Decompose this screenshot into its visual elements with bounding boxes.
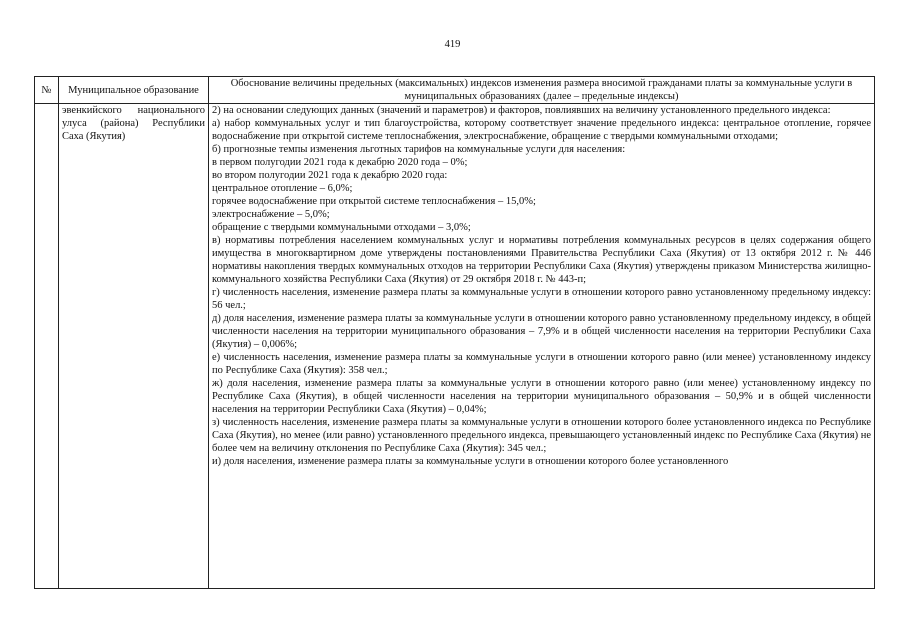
cell-justification [209,104,875,589]
justification-text [212,104,871,588]
cell-municipality: эвенкийского национального улуса (района) Республики Саха (Якутия) [59,104,209,589]
justification-table [34,76,875,589]
justification-paragraph: ж) доля населения, изменение размера платы за коммунальные услуги в отношении которого равно (или менее) установленному индексу по Республике Саха (Якутия), в общей численности населения на территории муниципального образования – 50,9% и в общей численности населения на территории Республики Саха (Якутия) – 0,04%; [212,378,871,415]
justification-paragraph: в) нормативы потребления населением коммунальных услуг и нормативы потребления коммунальных ресурсов в целях содержания общего имущества в многоквартирном доме утверждены постановлениями Правительства Республики Саха (Якутия) от 13 октября 2012 г. № 446 нормативы накопления твердых коммунальных отходов на территории Республики Саха (Якутия) утверждены приказом Министерства жилищно-коммунального хозяйства Республики Саха (Якутия) от 29 октября 2018 г. № 443-п; [212,235,871,285]
header-justification: Обоснование величины предельных (максимальных) индексов изменения размера вносимой гражданами платы за коммунальные услуги в муниципальных образованиях (далее – предельные индексы) [209,77,875,104]
justification-paragraph: электроснабжение – 5,0%; [212,209,330,220]
justification-paragraph: б) прогнозные темпы изменения льготных тарифов на коммунальные услуги для населения: [212,144,626,155]
page-number: 419 [444,39,461,50]
justification-paragraph: обращение с твердыми коммунальными отходами – 3,0%; [212,222,471,233]
header-number: № [35,77,59,104]
justification-paragraph: центральное отопление – 6,0%; [212,183,353,194]
justification-paragraph: и) доля населения, изменение размера платы за коммунальные услуги в отношении которого более установленного [212,456,729,467]
justification-paragraph: е) численность населения, изменение размера платы за коммунальные услуги в отношении которого равно (или менее) установленному индексу по Республике Саха (Якутия): 358 чел.; [212,352,871,376]
justification-paragraph: г) численность населения, изменение размера платы за коммунальные услуги в отношении которого равно установленному предельному индексу: 56 чел.; [212,287,871,311]
table-header-row [35,77,875,104]
justification-paragraph: горячее водоснабжение при открытой системе теплоснабжения – 15,0%; [212,196,536,207]
table-row [35,104,875,589]
justification-paragraph: з) численность населения, изменение размера платы за коммунальные услуги в отношении которого более установленного индекса по Республике Саха (Якутия), но менее (или равно) установленного предельного индекса, превышающего установленный индекс по Республике Саха (Якутия) не более чем на величину отклонения по Республике Саха (Якутия): 345 чел.; [212,417,871,454]
justification-paragraph: 2) на основании следующих данных (значений и параметров) и факторов, повлиявших на величину установленного предельного индекса: [212,105,831,116]
justification-paragraph: во втором полугодии 2021 года к декабрю 2020 года: [212,170,448,181]
cell-number [35,104,59,589]
header-municipality: Муниципальное образование [59,77,209,104]
justification-paragraph: д) доля населения, изменение размера платы за коммунальные услуги в отношении которого равно установленному предельному индексу, в общей численности населения на территории муниципального образования – 7,9% и в общей численности населения на территории Республики Саха (Якутия) – 0,006%; [212,313,871,350]
justification-paragraph: а) набор коммунальных услуг и тип благоустройства, которому соответствует значение предельного индекса: центральное отопление, горячее водоснабжение при открытой системе теплоснабжения, электроснабжение, обращение с твердыми коммунальными отходами; [212,118,871,142]
justification-paragraph: в первом полугодии 2021 года к декабрю 2020 года – 0%; [212,157,468,168]
